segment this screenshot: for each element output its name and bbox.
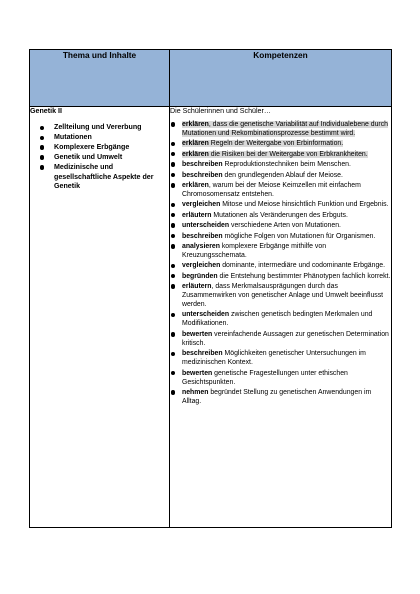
competency-description: , warum bei der Meiose Keimzellen mit einfachem Chromosomensatz entstehen. [182, 181, 361, 198]
bullet-icon [171, 213, 175, 217]
topic-label: Medizinische und gesellschaftliche Aspekte der Genetik [54, 162, 154, 191]
competency-text [182, 172, 343, 179]
competency-item [170, 261, 391, 270]
bullet-icon [171, 244, 175, 248]
bullet-icon [171, 173, 175, 177]
competency-description: zwischen genetisch bedingten Merkmalen und Modifikationen. [182, 311, 373, 328]
competency-item [170, 181, 391, 199]
competency-description: , dass die genetische Variabilität auf Individualebene durch Mutationen und Rekombinationsprozesse bestimmt wird. [182, 121, 388, 137]
competency-description: verschiedene Arten von Mutationen. [229, 222, 341, 230]
table-header-row [30, 50, 392, 107]
competency-description: Reproduktionstechniken beim Menschen. [222, 161, 351, 169]
competency-description: die Entstehung bestimmter Phänotypen fachlich korrekt. [217, 272, 391, 280]
bullet-icon [171, 352, 175, 356]
competency-text [182, 370, 348, 386]
competency-text [182, 233, 375, 240]
competency-verb: erklären [182, 121, 209, 128]
competency-verb: vergleichen [182, 262, 221, 270]
topic-item [40, 163, 169, 193]
competency-description: Mutationen als Veränderungen des Erbguts. [211, 211, 348, 219]
competency-item [170, 369, 391, 387]
bullet-icon [171, 142, 175, 146]
competency-item [170, 171, 391, 180]
bullet-icon [40, 126, 44, 130]
competency-text [182, 350, 366, 366]
competency-item [170, 330, 391, 348]
competency-description: mögliche Folgen von Mutationen für Organismen. [222, 232, 376, 240]
competency-description: komplexere Erbgänge mithilfe von Kreuzungsschemata. [182, 242, 327, 259]
bullet-icon [171, 152, 175, 156]
competency-verb: erklären [182, 140, 209, 148]
competency-description: Möglichkeiten genetischer Untersuchungen im medizinischen Kontext. [182, 350, 366, 367]
topic-item [40, 123, 169, 133]
competency-verb: bewerten [182, 330, 213, 338]
competency-text [182, 161, 351, 168]
competencies-cell [170, 107, 392, 528]
competency-verb: beschreiben [182, 171, 223, 179]
subject-title: Genetik II [30, 107, 62, 115]
competency-item [170, 349, 391, 367]
topics-list [30, 123, 169, 192]
competency-verb: erklären [182, 150, 209, 158]
table-content-row [30, 107, 392, 528]
competency-item [170, 160, 391, 169]
competency-text [182, 222, 341, 229]
competency-item [170, 139, 391, 148]
competency-item [170, 120, 391, 138]
competency-verb: vergleichen [182, 201, 221, 209]
bullet-icon [171, 234, 175, 238]
competencies-list [170, 120, 391, 406]
competency-verb: beschreiben [182, 161, 223, 169]
competency-text [182, 182, 361, 198]
competency-item [170, 232, 391, 241]
bullet-icon [171, 284, 175, 288]
competency-text [182, 273, 390, 280]
topic-item [40, 153, 169, 163]
competency-verb: begründen [182, 272, 218, 280]
bullet-icon [40, 155, 44, 159]
competency-text [182, 212, 348, 219]
header-topics: Thema und Inhalte [30, 50, 170, 107]
topic-label: Komplexere Erbgänge [54, 142, 130, 151]
competency-description: Mitose und Meiose hinsichtlich Funktion und Ergebnis. [220, 201, 389, 209]
topic-label: Mutationen [54, 132, 92, 141]
competency-item [170, 310, 391, 328]
competency-item [170, 282, 391, 309]
bullet-icon [40, 145, 44, 149]
competency-text [182, 140, 343, 147]
topic-label: Zellteilung und Vererbung [54, 123, 142, 131]
bullet-icon [40, 165, 44, 169]
competency-verb: unterscheiden [182, 222, 230, 230]
competency-text [182, 243, 326, 259]
bullet-icon [171, 332, 175, 336]
competencies-intro: Die Schülerinnen und Schüler… [170, 107, 271, 115]
competency-description: genetische Fragestellungen unter ethischen Gesichtspunkten. [182, 369, 348, 386]
bullet-icon [171, 223, 175, 227]
bullet-icon [171, 162, 175, 166]
bullet-icon [171, 371, 175, 375]
bullet-icon [171, 264, 175, 268]
bullet-icon [171, 313, 175, 317]
competency-text [182, 331, 389, 347]
competency-item [170, 221, 391, 230]
competency-text [182, 151, 368, 158]
bullet-icon [171, 390, 175, 394]
competency-text [182, 262, 385, 269]
competency-verb: beschreiben [182, 232, 223, 240]
competency-verb: beschreiben [182, 350, 223, 358]
competency-item [170, 388, 391, 406]
competency-description: vereinfachende Aussagen zur genetischen Determination kritisch. [182, 330, 389, 347]
competency-verb: erläutern [182, 283, 212, 291]
competency-item [170, 211, 391, 220]
competency-text [182, 311, 372, 327]
competency-text [182, 121, 388, 137]
competency-item [170, 242, 391, 260]
competency-description: begründet Stellung zu genetischen Anwendungen im Alltag. [182, 389, 372, 406]
competency-description: dominante, intermediäre und codominante Erbgänge. [220, 262, 386, 270]
topic-item [40, 143, 169, 153]
competency-text [182, 201, 388, 208]
competency-item [170, 150, 391, 159]
topics-cell [30, 107, 170, 528]
header-competencies: Kompetenzen [170, 50, 392, 107]
competency-description: die Risiken bei der Weitergabe von Erbkrankheiten. [208, 150, 368, 158]
bullet-icon [171, 122, 175, 126]
bullet-icon [171, 183, 175, 187]
competency-verb: nehmen [182, 389, 209, 397]
bullet-icon [171, 203, 175, 207]
competency-description: den grundlegenden Ablauf der Meiose. [222, 171, 343, 179]
competency-text [182, 389, 371, 405]
competency-verb: bewerten [182, 369, 213, 377]
competency-verb: erläutern [182, 211, 212, 219]
competency-item [170, 200, 391, 209]
curriculum-table [29, 49, 392, 528]
competency-verb: erklären [182, 181, 209, 189]
bullet-icon [171, 274, 175, 278]
topic-label: Genetik und Umwelt [54, 152, 123, 161]
competency-description: , dass Merkmalsausprägungen durch das Zusammenwirken von genetischer Anlage und Umwelt beeinflusst werden. [182, 283, 384, 309]
competency-verb: unterscheiden [182, 311, 230, 319]
competency-text [182, 283, 383, 308]
bullet-icon [40, 136, 44, 140]
competency-description: Regeln der Weitergabe von Erbinformation. [208, 140, 344, 148]
competency-verb: analysieren [182, 242, 220, 250]
topic-item [40, 133, 169, 143]
competency-item [170, 272, 391, 281]
